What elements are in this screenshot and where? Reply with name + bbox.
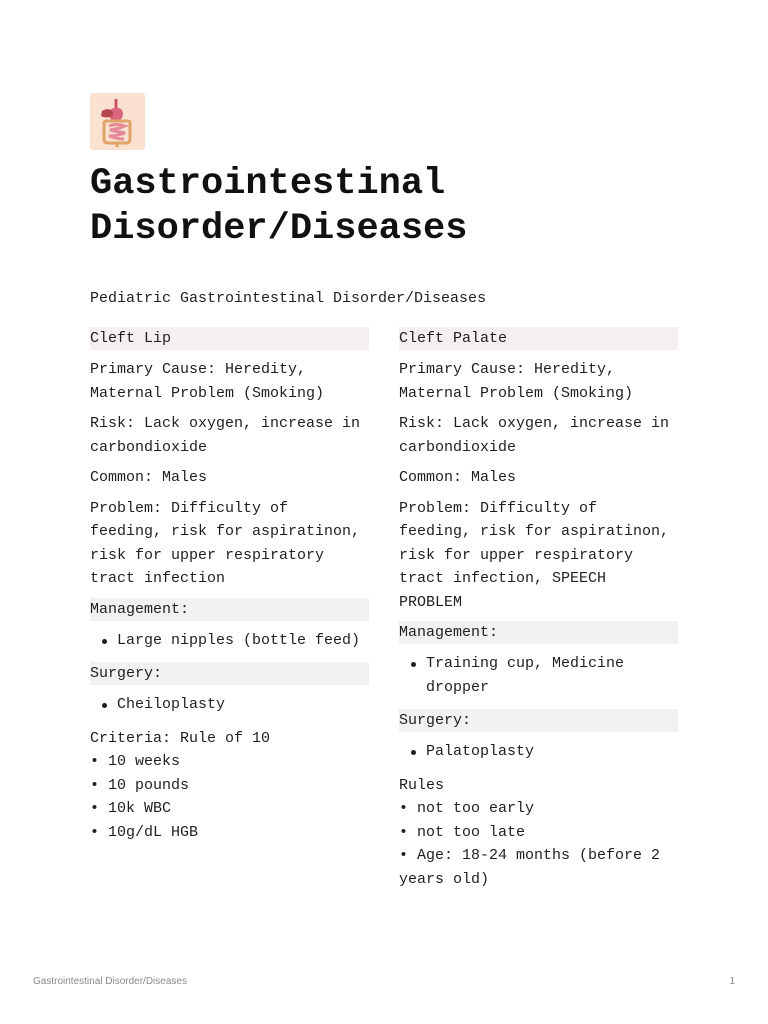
management-list: [399, 652, 678, 699]
list-item: Cheiloplasty: [100, 693, 369, 717]
risk-text: Risk: Lack oxygen, increase in carbondioxide: [90, 415, 361, 456]
management-list: [90, 629, 369, 653]
surgery-list: [90, 693, 369, 717]
list-item: Palatoplasty: [409, 740, 678, 764]
surgery-list: [399, 740, 678, 764]
problem-text: Problem: Difficulty of feeding, risk for aspiratinon, risk for upper respiratory tract infection, SPEECH PROBLEM: [399, 499, 670, 611]
list-item: Large nipples (bottle feed): [100, 629, 369, 653]
risk-text: Risk: Lack oxygen, increase in carbondioxide: [399, 415, 670, 456]
common-text: Common: Males: [399, 469, 517, 486]
cleft-lip-column: [90, 327, 369, 851]
surgery-heading: Surgery:: [90, 662, 369, 685]
section-heading-cleft-palate: Cleft Palate: [399, 327, 678, 350]
management-heading: Management:: [90, 598, 369, 621]
primary-cause-text: Primary Cause: Heredity, Maternal Problem (Smoking): [399, 361, 634, 402]
common-text: Common: Males: [90, 469, 208, 486]
rules-text: Rules • not too early • not too late • Age: 18-24 months (before 2 years old): [399, 776, 661, 888]
section-heading-cleft-lip: Cleft Lip: [90, 327, 369, 350]
page-subtitle: Pediatric Gastrointestinal Disorder/Diseases: [90, 290, 487, 307]
footer-doc-title: Gastrointestinal Disorder/Diseases: [33, 976, 187, 987]
criteria-text: Criteria: Rule of 10 • 10 weeks • 10 pounds • 10k WBC • 10g/dL HGB: [90, 729, 271, 841]
primary-cause-text: Primary Cause: Heredity, Maternal Problem (Smoking): [90, 361, 325, 402]
list-item: Training cup, Medicine dropper: [409, 652, 678, 699]
footer-page-number: 1: [729, 976, 735, 987]
page-title: Gastrointestinal Disorder/Diseases: [90, 163, 468, 250]
problem-text: Problem: Difficulty of feeding, risk for aspiratinon, risk for upper respiratory tract infection: [90, 499, 361, 587]
management-heading: Management:: [399, 621, 678, 644]
surgery-heading: Surgery:: [399, 709, 678, 732]
cleft-palate-column: [399, 327, 678, 898]
digestive-system-icon: [90, 93, 145, 150]
